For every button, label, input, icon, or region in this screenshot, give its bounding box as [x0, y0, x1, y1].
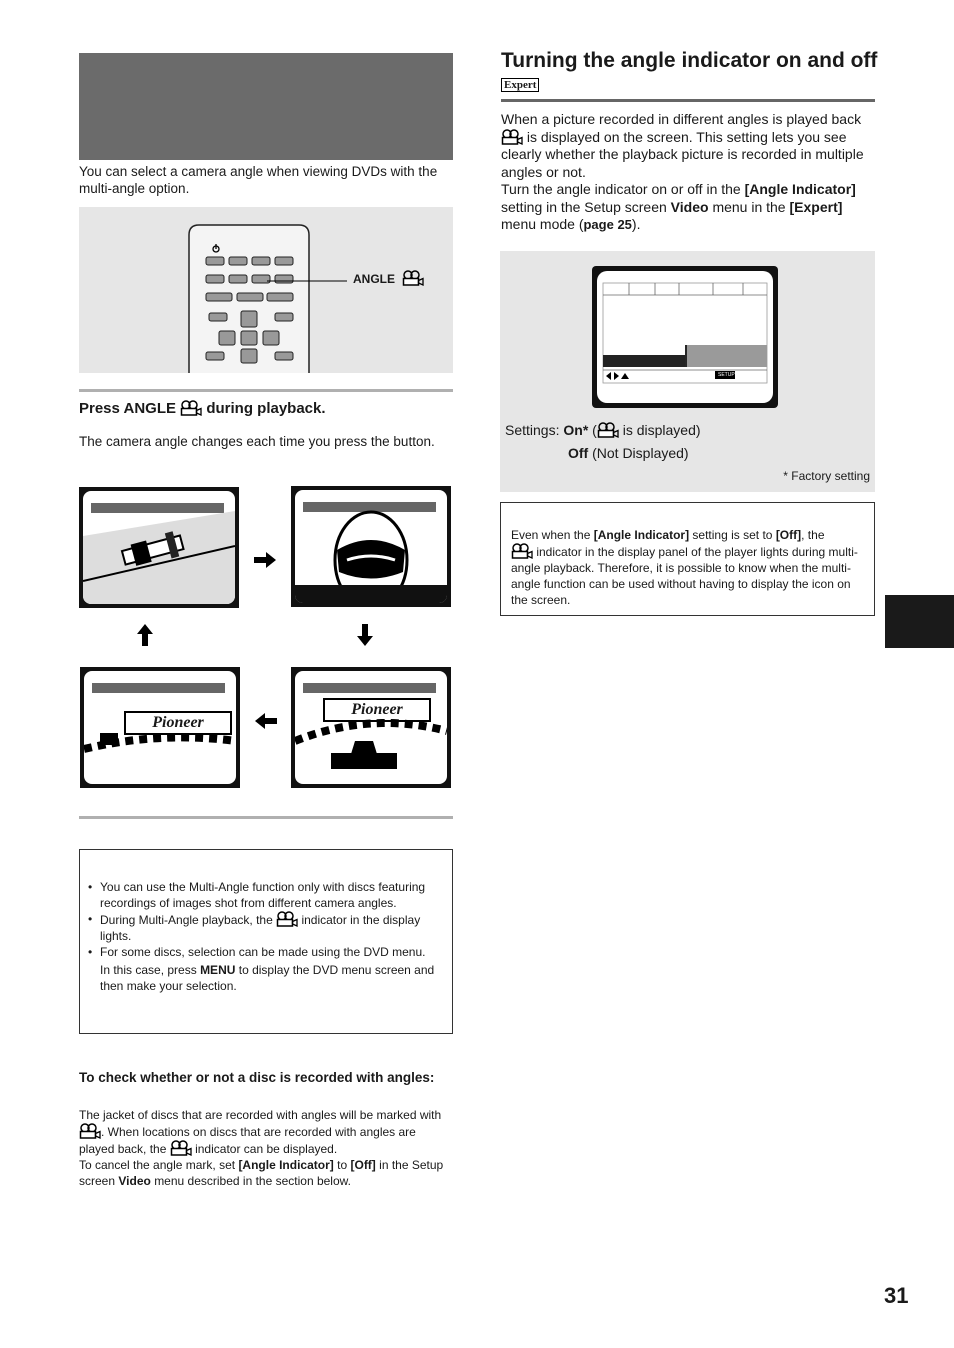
arrow-up-icon — [135, 622, 155, 648]
factory-setting-note: * Factory setting — [783, 469, 870, 483]
remote-illustration-panel — [79, 207, 453, 373]
section-title: Turning the angle indicator on and off Expert — [501, 49, 878, 91]
scene-angle-3 — [291, 667, 451, 788]
check-title: To check whether or not a disc is recorded with angles: — [79, 1070, 435, 1085]
settings-off-line: Off (Not Displayed) — [568, 445, 689, 461]
step-description: The camera angle changes each time you press the button. — [79, 434, 435, 449]
pioneer-logo: Pioneer — [323, 698, 431, 722]
notes-list — [88, 879, 442, 994]
angle-camera-icon — [402, 270, 424, 286]
angle-camera-icon — [597, 422, 619, 438]
title-underline — [501, 99, 875, 102]
setup-illustration-panel — [500, 251, 875, 492]
step-title: Press ANGLE during playback. — [79, 400, 326, 417]
note-item-continued: In this case, press MENU to display the DVD menu screen and then make your selection. — [100, 963, 435, 993]
scene-angle-1 — [79, 487, 239, 608]
chapter-side-tab — [885, 595, 954, 648]
page-number: 31 — [884, 1283, 909, 1308]
note-box — [500, 502, 875, 616]
angle-camera-icon — [511, 543, 533, 559]
angle-camera-icon — [276, 911, 298, 927]
divider — [79, 816, 453, 819]
divider — [79, 389, 453, 392]
section-description: When a picture recorded in different angles is played back is displayed on the screen. This setting lets you see clearly whether the playback picture is recorded in multiple angles or not. Turn the angle indicator on or off in the [Angle Indicator] setting in the Setup screen Video menu in the [Expert] menu mode (page 25). — [501, 111, 864, 232]
check-description: The jacket of discs that are recorded with angles will be marked with . When locations on discs that are recorded with angles are played back, the indicator can be displayed. To cancel the angle mark, set [Angle Indicator] to [Off] in the Setup screen Video menu described in the section below. — [79, 1108, 444, 1188]
arrow-right-icon — [252, 550, 278, 570]
section-header-block — [79, 53, 453, 160]
angle-camera-icon — [501, 129, 523, 145]
settings-on-line: Settings: On* ( is displayed) — [505, 422, 701, 438]
scene-angle-2 — [291, 486, 451, 607]
angle-camera-icon — [79, 1123, 101, 1139]
note-box — [79, 849, 453, 1034]
arrow-left-icon — [253, 711, 279, 731]
pioneer-logo: Pioneer — [124, 711, 232, 735]
scene-angle-4 — [80, 667, 240, 788]
expert-badge: Expert — [501, 78, 539, 92]
angle-button-label: ANGLE — [353, 272, 395, 286]
tv-screen — [592, 266, 778, 408]
note-item: • You can use the Multi-Angle function only with discs featuring recordings of images shot from different camera angles. — [88, 880, 426, 910]
note-item: • During Multi-Angle playback, the indicator in the display lights. — [88, 912, 421, 943]
note-item: • For some discs, selection can be made using the DVD menu. — [88, 945, 426, 959]
angle-camera-icon — [180, 400, 202, 416]
setup-button-label: SETUP — [718, 372, 735, 378]
remote-control-icon — [79, 207, 453, 373]
intro-text: You can select a camera angle when viewing DVDs with the multi-angle option. — [79, 164, 438, 196]
arrow-down-icon — [355, 622, 375, 648]
note-text: Even when the [Angle Indicator] setting is set to [Off], the indicator in the display panel of the player lights during multi-angle playback. Therefore, it is possible to know when the multi-angle function can be used without having to display the icon on the screen. — [511, 528, 858, 607]
angle-camera-icon — [170, 1140, 192, 1156]
